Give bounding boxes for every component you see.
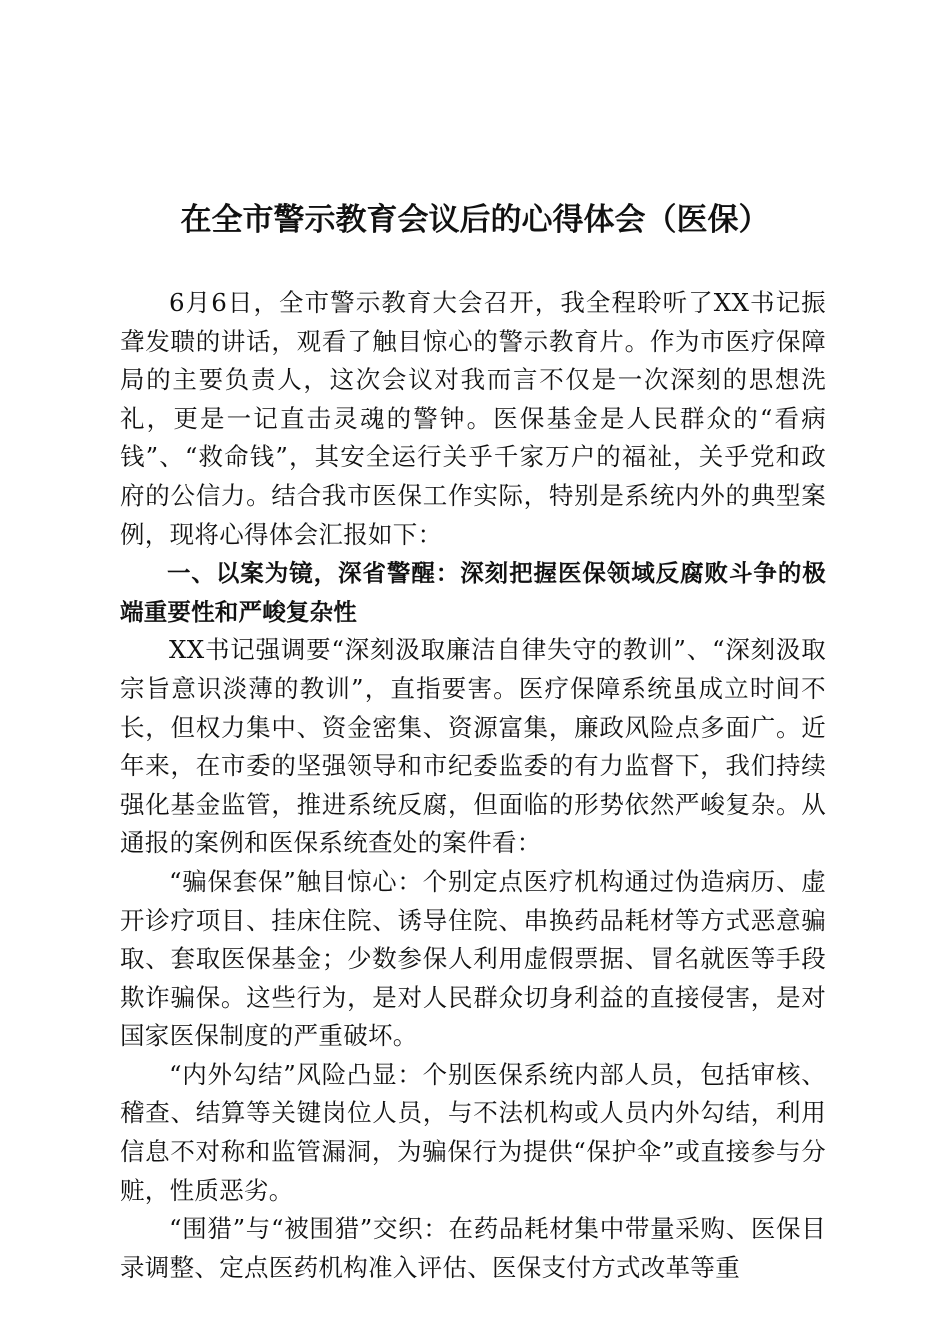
paragraph-2: “骗保套保”触目惊心：个别定点医疗机构通过伪造病历、虚开诊疗项目、挂床住院、诱导住院、串换药品耗材等方式恶意骗取、套取医保基金；少数参保人利用虚假票据、冒名就医等手段欺诈骗保。这些行为，是对人民群众切身利益的直接侵害，是对国家医保制度的严重破坏。 bbox=[120, 866, 826, 1051]
section-heading-1: 一、以案为镜，深省警醒：深刻把握医保领域反腐败斗争的极端重要性和严峻复杂性 bbox=[120, 559, 826, 626]
paragraph-intro: 6月6日，全市警示教育大会召开，我全程聆听了XX书记振聋发聩的讲话，观看了触目惊心的警示教育片。作为市医疗保障局的主要负责人，这次会议对我而言不仅是一次深刻的思想洗礼，更是一记直击灵魂的警钟。医保基金是人民群众的“看病钱”、“救命钱”，其安全运行关乎千家万户的福祉，关乎党和政府的公信力。结合我市医保工作实际，特别是系统内外的典型案例，现将心得体会汇报如下： bbox=[120, 288, 826, 549]
paragraph-1: XX书记强调要“深刻汲取廉洁自律失守的教训”、“深刻汲取宗旨意识淡薄的教训”，直指要害。医疗保障系统虽成立时间不长，但权力集中、资金密集、资源富集，廉政风险点多面广。近年来，在市委的坚强领导和市纪委监委的有力监督下，我们持续强化基金监管，推进系统反腐，但面临的形势依然严峻复杂。从通报的案例和医保系统查处的案件看： bbox=[120, 635, 826, 858]
paragraph-3: “内外勾结”风险凸显：个别医保系统内部人员，包括审核、稽查、结算等关键岗位人员，与不法机构或人员内外勾结，利用信息不对称和监管漏洞，为骗保行为提供“保护伞”或直接参与分赃，性质恶劣。 bbox=[120, 1059, 826, 1205]
document-title: 在全市警示教育会议后的心得体会（医保） bbox=[180, 202, 770, 238]
document-body bbox=[120, 284, 826, 1287]
paragraph-4: “围猎”与“被围猎”交织：在药品耗材集中带量采购、医保目录调整、定点医药机构准入评估、医保支付方式改革等重 bbox=[120, 1214, 826, 1282]
